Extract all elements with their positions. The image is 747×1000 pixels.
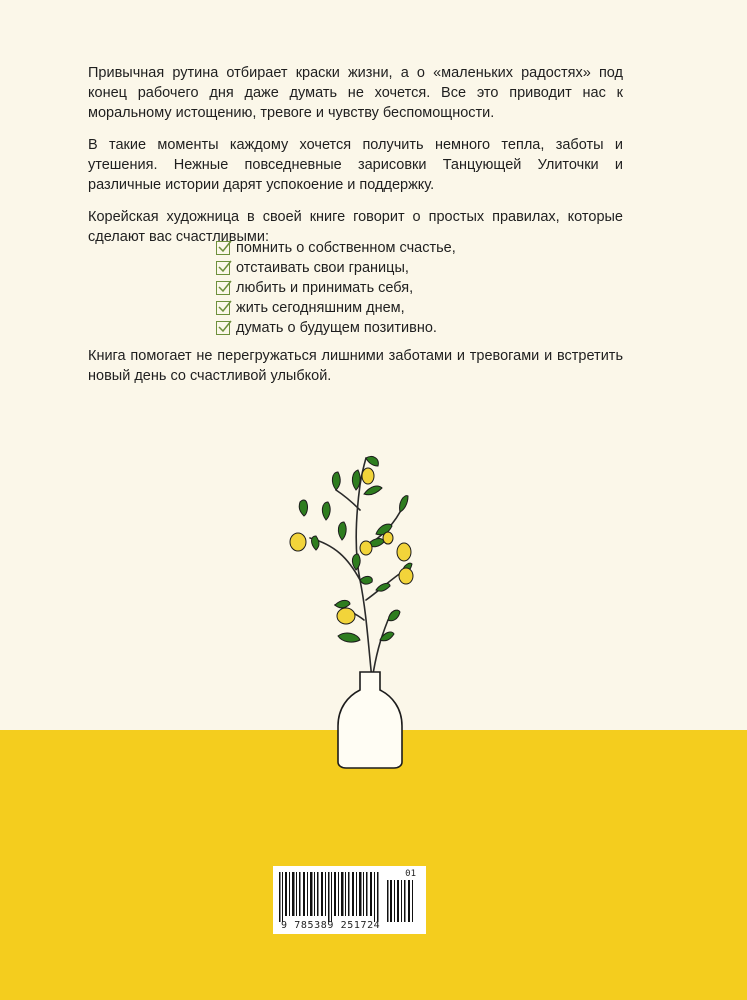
barcode — [273, 866, 426, 934]
checkmark-icon — [216, 321, 230, 335]
checklist-item-label: жить сегодняшним днем, — [236, 300, 405, 316]
checkmark-icon — [216, 261, 230, 275]
checklist-item — [216, 298, 456, 318]
checklist-item-label: думать о будущем позитивно. — [236, 320, 437, 336]
paragraph-3: Корейская художница в своей книге говорит о простых правилах, которые сделают вас счастливыми: — [88, 209, 623, 245]
checkmark-icon — [216, 281, 230, 295]
closing-paragraph: Книга помогает не перегружаться лишними заботами и тревогами и встретить новый день со счастливой улыбкой. — [88, 348, 623, 384]
checklist-item-label: любить и принимать себя, — [236, 280, 414, 296]
checkmark-icon — [216, 301, 230, 315]
yellow-bottom-band — [0, 730, 747, 1000]
barcode-addon-number: 01 — [405, 869, 416, 879]
checklist-item — [216, 258, 456, 278]
paragraph-1: Привычная рутина отбирает краски жизни, а о «маленьких радостях» под конец рабочего дня даже думать не хочется. Все это приводит нас к моральному истощению, тревоге и чувству беспомощности. — [88, 65, 623, 121]
rules-checklist — [216, 238, 456, 338]
paragraph-2: В такие моменты каждому хочется получить немного тепла, заботы и утешения. Нежные повседневные зарисовки Танцующей Улиточки и различные истории дарят успокоение и поддержку. — [88, 137, 623, 193]
checklist-item — [216, 318, 456, 338]
checklist-item-label: отстаивать свои границы, — [236, 260, 409, 276]
vase-with-lemon-branch-illustration — [280, 450, 430, 770]
checklist-item — [216, 238, 456, 258]
checkmark-icon — [216, 241, 230, 255]
barcode-number: 9 785389 251724 — [281, 920, 381, 931]
description-text — [88, 63, 623, 259]
checklist-item — [216, 278, 456, 298]
checklist-item-label: помнить о собственном счастье, — [236, 240, 456, 256]
